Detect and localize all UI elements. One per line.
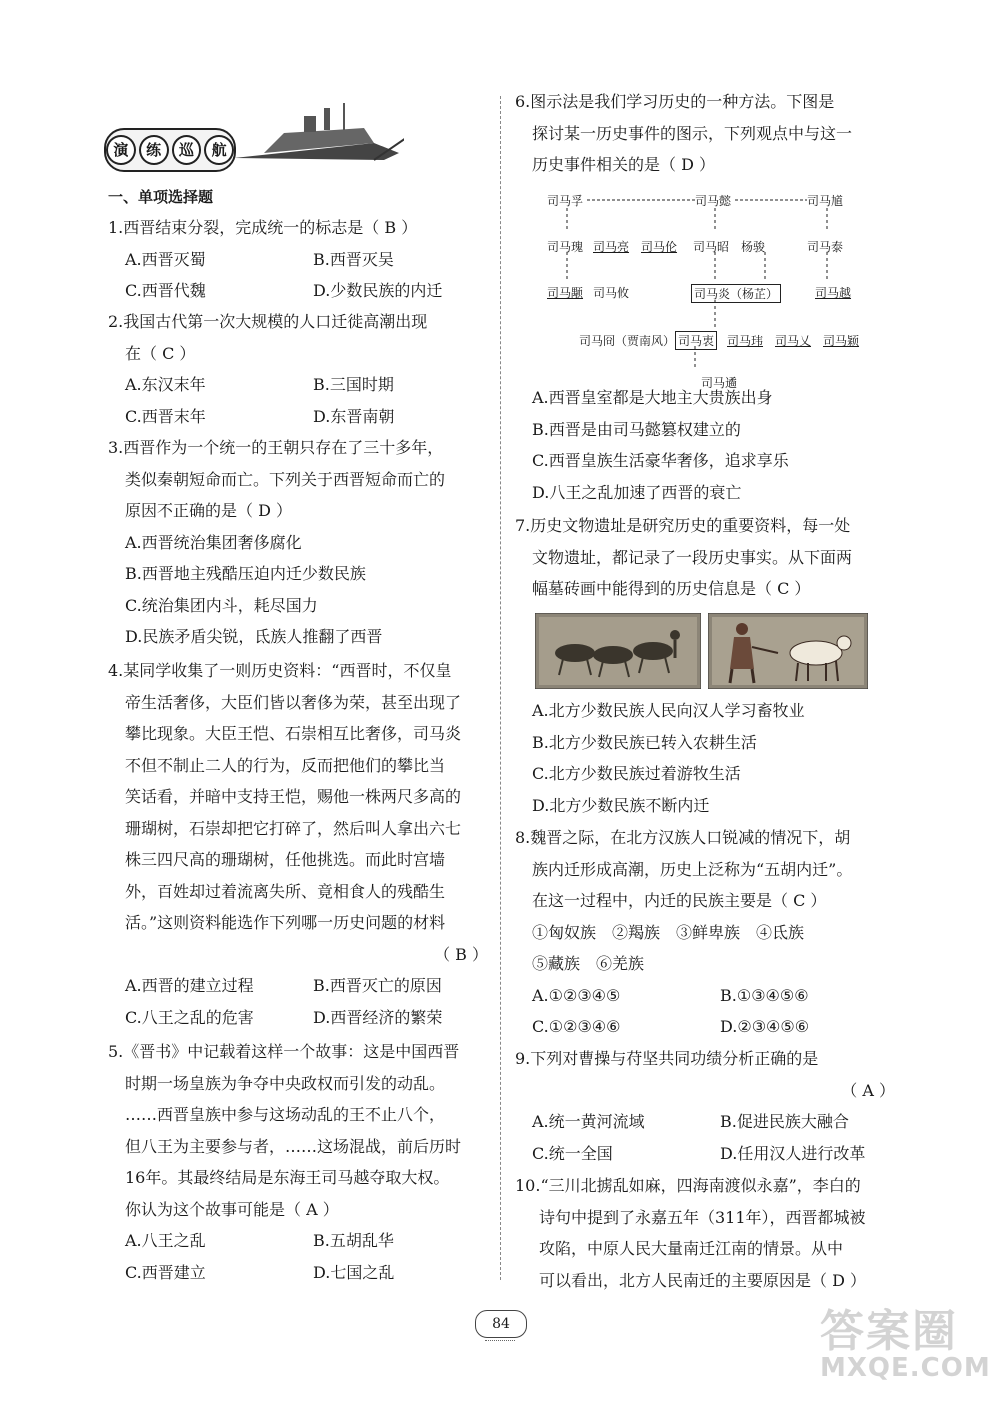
question-9 [515,1043,895,1169]
question-stem: 株三四尺高的珊瑚树，任他挑选。而此时宫墙 [125,850,446,869]
option: A.西晋灭蜀 [125,249,206,269]
option: B.北方少数民族已转入农耕生活 [532,732,757,752]
tree-node: 司马馗 [807,194,844,208]
question-3 [108,432,488,653]
question-stem: 8.魏晋之际，在北方汉族人口锐减的情况下，胡 [515,828,851,847]
question-stem: 文物遗址，都记录了一段历史事实。从下面两 [532,547,853,567]
tree-node: 司马遹 [701,376,738,390]
question-stem: 攻陷，中原人民大量南迁江南的情景。从中 [539,1239,844,1258]
option: D.民族矛盾尖锐，氐族人推翻了西晋 [125,627,383,646]
option: C.西晋建立 [125,1262,206,1282]
question-stem: 10.“三川北掳乱如麻，四海南渡似永嘉”，李白的 [515,1176,861,1195]
option: C.①②③④⑥ [532,1017,621,1036]
tree-node: 司马攸 [593,286,630,300]
ship-icon [224,98,404,173]
option: D.少数民族的内迁 [313,281,443,300]
tree-node: 司马乂 [775,334,812,348]
option: B.西晋灭亡的原因 [313,976,442,995]
option: A.统一黄河流域 [532,1112,645,1131]
question-6-options [515,382,895,508]
question-stem: 5.《晋书》中记载着这样一个故事：这是中国西晋 [108,1042,460,1061]
tree-node: 司马颖 [823,334,860,348]
badge-box [104,128,236,172]
option: C.西晋末年 [125,406,206,426]
question-2 [108,306,488,432]
question-1 [108,212,488,307]
question-stem: 历史事件相关的是（ D ） [532,155,716,174]
option: B.三国时期 [313,375,394,394]
watermark-url: MXQE.COM [820,1353,991,1383]
tree-node: 司马懿 [695,194,732,208]
option: A.八王之乱 [125,1231,206,1250]
question-stem: 你认为这个故事可能是（ A ） [125,1199,339,1219]
genealogy-diagram [545,192,885,392]
option: A.东汉末年 [125,375,206,394]
badge-char: 巡 [172,135,202,165]
option: B.①③④⑤⑥ [720,985,809,1005]
option: A.北方少数民族人民向汉人学习畜牧业 [532,701,805,720]
badge-char: 练 [139,135,169,165]
question-stem: 9.下列对曹操与苻坚共同功绩分析正确的是 [515,1049,819,1068]
question-stem: 3.西晋作为一个统一的王朝只存在了三十多年， [108,438,444,457]
question-4 [108,655,488,1033]
option: B.西晋是由司马懿篡权建立的 [532,419,741,439]
option: D.东晋南朝 [313,406,395,426]
option: C.八王之乱的危害 [125,1007,254,1027]
question-8 [515,822,895,1043]
question-stem: 原因不正确的是（ D ） [125,501,293,520]
option: B.西晋地主残酷压迫内迁少数民族 [125,564,366,583]
tree-node: 司马颙 [547,286,584,300]
question-stem: 族内迁形成高潮，历史上泛称为“五胡内迁”。 [532,859,853,879]
option: C.西晋皇族生活豪华奢侈，追求享乐 [532,451,789,470]
question-stem: ⑤藏族 ⑥羌族 [532,954,645,973]
question-stem: 类似秦朝短命而亡。下列关于西晋短命而亡的 [125,469,446,489]
option: D.七国之乱 [313,1262,395,1282]
section-title: 一、单项选择题 [108,188,214,206]
option: D.任用汉人进行改革 [720,1143,866,1163]
question-stem: 4.某同学收集了一则历史资料：“西晋时，不仅皇 [108,661,452,680]
option: A.①②③④⑤ [532,985,621,1005]
option: B.西晋灭吴 [313,249,394,269]
question-stem: 2.我国古代第一次大规模的人口迁徙高潮出现 [108,312,428,331]
question-stem: 珊瑚树，石崇却把它打碎了，然后叫人拿出六七 [125,818,462,838]
option: C.西晋代魏 [125,281,206,300]
badge-char: 演 [106,135,136,165]
option: A.西晋皇室都是大地主大贵族出身 [532,388,773,407]
tree-node: 司马衷 [675,331,717,350]
question-stem: 诗句中提到了永嘉五年（311年），西晋都城被 [539,1207,866,1227]
option: A.西晋统治集团奢侈腐化 [125,532,302,552]
question-stem: 在这一过程中，内迁的民族主要是（ C ） [532,891,827,910]
section-badge [104,118,304,168]
question-stem: 笑话看，并暗中支持王恺，赐他一株两尺多高的 [125,787,462,806]
question-stem: 幅墓砖画中能得到的历史信息是（ C ） [532,579,811,598]
question-stem: 外，百姓却过着流离失所、竟相食人的残酷生 [125,881,446,901]
option: B.五胡乱华 [313,1231,394,1250]
option: C.北方少数民族过着游牧生活 [532,764,741,783]
question-stem: ①匈奴族 ②羯族 ③鲜卑族 ④氐族 [532,922,805,942]
question-7 [515,510,895,605]
option: C.统治集团内斗，耗尽国力 [125,595,318,615]
option: B.促进民族大融合 [720,1112,849,1131]
tree-node: 司马越 [815,286,852,300]
watermark [820,1295,991,1383]
option: D.②③④⑤⑥ [720,1017,810,1036]
question-stem: 攀比现象。大臣王恺、石崇相互比奢侈，司马炎 [125,724,462,743]
question-stem: 时期一场皇族为争夺中央政权而引发的动乱。 [125,1073,446,1093]
option: D.西晋经济的繁荣 [313,1007,443,1027]
question-stem: 在（ C ） [125,343,196,363]
page-number: 84 [475,1310,527,1338]
tree-node: 司马冏（贾南风） [579,334,676,348]
question-stem: 6.图示法是我们学习历史的一种方法。下图是 [515,92,835,111]
question-6 [515,86,895,181]
option: D.八王之乱加速了西晋的衰亡 [532,482,742,502]
tree-node: 司马玮 [727,334,764,348]
watermark-title: 答案圈 [820,1306,958,1357]
tree-node: 司马孚 [547,194,584,208]
question-stem: ……西晋皇族中参与这场动乱的王不止八个， [125,1105,446,1124]
tree-node: 杨骏 [741,240,766,254]
page-number-ornament [485,1338,515,1341]
tree-node: 司马昭 [693,240,730,254]
tree-node: 司马亮 [593,240,630,254]
question-stem: 但八王为主要参与者，……这场混战，前后历时 [125,1136,462,1156]
question-stem: 1.西晋结束分裂，完成统一的标志是（ B ） [108,218,418,237]
question-stem: 不但不制止二人的行为，反而把他们的攀比当 [125,755,446,775]
option: A.西晋的建立过程 [125,976,254,995]
tomb-brick-painting-horses [535,613,701,689]
question-10 [515,1170,900,1296]
question-stem: 16年。其最终结局是东海王司马越夺取大权。 [125,1168,450,1187]
tree-node: 司马泰 [807,240,844,254]
question-stem: 帝生活奢侈，大臣们皆以奢侈为荣，甚至出现了 [125,692,462,712]
question-stem: 探讨某一历史事件的图示，下列观点中与这一 [532,123,853,143]
option: C.统一全国 [532,1143,613,1163]
answer-bracket: （ B ） [434,944,488,964]
question-7-options [515,695,895,821]
tree-node: 司马瑰 [547,240,584,254]
badge-char: 航 [204,135,234,165]
question-5 [108,1036,488,1288]
answer-bracket: （ A ） [841,1080,895,1100]
question-stem: 7.历史文物遗址是研究历史的重要资料，每一处 [515,516,851,535]
question-stem: 可以看出，北方人民南迁的主要原因是（ D ） [539,1270,867,1290]
tree-node: 司马伦 [641,240,678,254]
option: D.北方少数民族不断内迁 [532,795,710,815]
tomb-brick-painting-herder [708,613,868,689]
tree-node: 司马炎（杨芷） [691,284,781,303]
question-stem: 活。”这则资料能选作下列哪一历史问题的材料 [125,913,446,932]
